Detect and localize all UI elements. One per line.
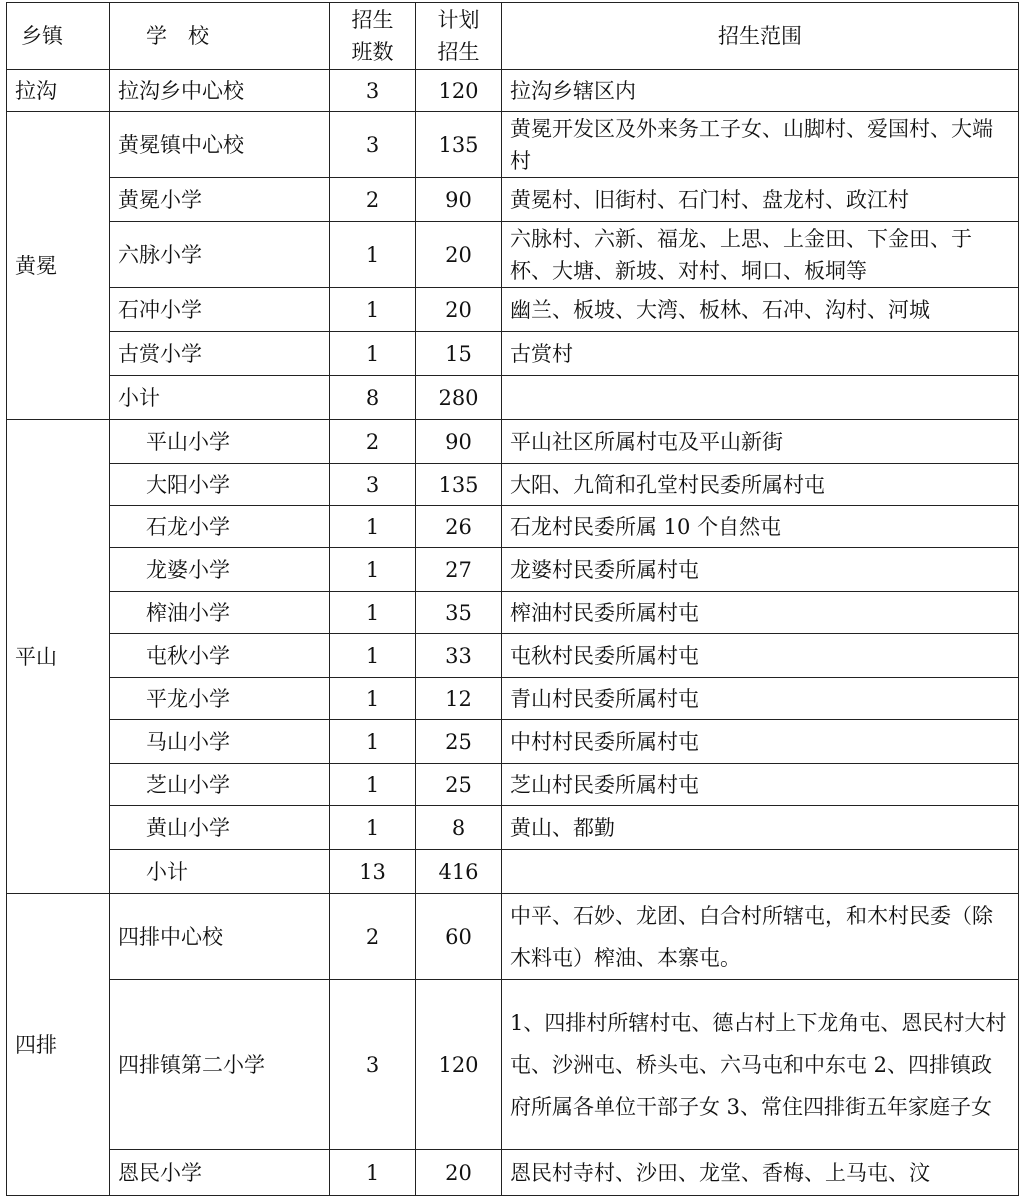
subtotal-row bbox=[7, 376, 1019, 420]
planned-enrollment: 20 bbox=[416, 1150, 502, 1196]
town-cell: 四排 bbox=[7, 894, 110, 1196]
table-row bbox=[7, 634, 1019, 678]
school-name: 芝山小学 bbox=[110, 764, 330, 806]
town-cell: 平山 bbox=[7, 420, 110, 894]
class-count: 1 bbox=[330, 592, 416, 634]
table-row bbox=[7, 1150, 1019, 1196]
planned-enrollment: 35 bbox=[416, 592, 502, 634]
enrollment-range: 六脉村、六新、福龙、上思、上金田、下金田、于杯、大塘、新坡、对村、垌口、板垌等 bbox=[502, 222, 1019, 288]
school-name: 马山小学 bbox=[110, 720, 330, 764]
enrollment-range: 黄山、都勤 bbox=[502, 806, 1019, 850]
school-name: 黄冕镇中心校 bbox=[110, 112, 330, 178]
class-count: 2 bbox=[330, 178, 416, 222]
class-count: 1 bbox=[330, 332, 416, 376]
enrollment-range: 中村村民委所属村屯 bbox=[502, 720, 1019, 764]
class-count: 1 bbox=[330, 288, 416, 332]
planned-enrollment: 27 bbox=[416, 548, 502, 592]
enrollment-range: 青山村民委所属村屯 bbox=[502, 678, 1019, 720]
table-row bbox=[7, 764, 1019, 806]
table-body bbox=[7, 70, 1019, 1196]
header-school: 学 校 bbox=[110, 3, 330, 70]
header-planned: 计划 招生 bbox=[416, 3, 502, 70]
planned-enrollment: 20 bbox=[416, 288, 502, 332]
header-classes: 招生 班数 bbox=[330, 3, 416, 70]
table-row bbox=[7, 222, 1019, 288]
planned-enrollment: 20 bbox=[416, 222, 502, 288]
enrollment-range: 芝山村民委所属村屯 bbox=[502, 764, 1019, 806]
class-count: 2 bbox=[330, 894, 416, 980]
table-row bbox=[7, 806, 1019, 850]
header-range: 招生范围 bbox=[502, 3, 1019, 70]
class-count: 3 bbox=[330, 980, 416, 1150]
header-town: 乡镇 bbox=[7, 3, 110, 70]
class-count: 2 bbox=[330, 420, 416, 464]
class-count: 1 bbox=[330, 678, 416, 720]
planned-enrollment: 280 bbox=[416, 376, 502, 420]
planned-enrollment: 15 bbox=[416, 332, 502, 376]
table-row bbox=[7, 720, 1019, 764]
school-name: 六脉小学 bbox=[110, 222, 330, 288]
school-name: 平龙小学 bbox=[110, 678, 330, 720]
planned-enrollment: 416 bbox=[416, 850, 502, 894]
planned-enrollment: 120 bbox=[416, 980, 502, 1150]
school-name: 龙婆小学 bbox=[110, 548, 330, 592]
enrollment-range: 大阳、九简和孔堂村民委所属村屯 bbox=[502, 464, 1019, 506]
subtotal-label: 小计 bbox=[110, 850, 330, 894]
school-name: 古赏小学 bbox=[110, 332, 330, 376]
subtotal-row bbox=[7, 850, 1019, 894]
table-row bbox=[7, 548, 1019, 592]
class-count: 1 bbox=[330, 806, 416, 850]
town-cell: 拉沟 bbox=[7, 70, 110, 112]
class-count: 1 bbox=[330, 506, 416, 548]
enrollment-range: 石龙村民委所属 10 个自然屯 bbox=[502, 506, 1019, 548]
school-name: 大阳小学 bbox=[110, 464, 330, 506]
table-row bbox=[7, 112, 1019, 178]
enrollment-range: 幽兰、板坡、大湾、板林、石冲、沟村、河城 bbox=[502, 288, 1019, 332]
planned-enrollment: 135 bbox=[416, 464, 502, 506]
table-row bbox=[7, 592, 1019, 634]
planned-enrollment: 120 bbox=[416, 70, 502, 112]
class-count: 1 bbox=[330, 222, 416, 288]
class-count: 1 bbox=[330, 548, 416, 592]
planned-enrollment: 25 bbox=[416, 764, 502, 806]
school-name: 石冲小学 bbox=[110, 288, 330, 332]
school-name: 榨油小学 bbox=[110, 592, 330, 634]
table-row bbox=[7, 178, 1019, 222]
planned-enrollment: 26 bbox=[416, 506, 502, 548]
enrollment-range: 平山社区所属村屯及平山新街 bbox=[502, 420, 1019, 464]
subtotal-label: 小计 bbox=[110, 376, 330, 420]
table-header-row bbox=[7, 3, 1019, 70]
enrollment-range: 恩民村寺村、沙田、龙堂、香梅、上马屯、汶 bbox=[502, 1150, 1019, 1196]
enrollment-range: 龙婆村民委所属村屯 bbox=[502, 548, 1019, 592]
planned-enrollment: 33 bbox=[416, 634, 502, 678]
class-count: 1 bbox=[330, 764, 416, 806]
enrollment-range: 1、四排村所辖村屯、德占村上下龙角屯、恩民村大村屯、沙洲屯、桥头屯、六马屯和中东屯 2、四排镇政府所属各单位干部子女 3、常住四排街五年家庭子女 bbox=[502, 980, 1019, 1150]
enrollment-range: 屯秋村民委所属村屯 bbox=[502, 634, 1019, 678]
school-name: 拉沟乡中心校 bbox=[110, 70, 330, 112]
table-row bbox=[7, 288, 1019, 332]
planned-enrollment: 8 bbox=[416, 806, 502, 850]
school-name: 石龙小学 bbox=[110, 506, 330, 548]
class-count: 3 bbox=[330, 112, 416, 178]
school-name: 屯秋小学 bbox=[110, 634, 330, 678]
enrollment-range bbox=[502, 850, 1019, 894]
class-count: 1 bbox=[330, 1150, 416, 1196]
table-row bbox=[7, 332, 1019, 376]
school-name: 恩民小学 bbox=[110, 1150, 330, 1196]
school-name: 四排镇第二小学 bbox=[110, 980, 330, 1150]
class-count: 3 bbox=[330, 464, 416, 506]
planned-enrollment: 60 bbox=[416, 894, 502, 980]
planned-enrollment: 12 bbox=[416, 678, 502, 720]
table-row bbox=[7, 464, 1019, 506]
enrollment-range bbox=[502, 376, 1019, 420]
enrollment-table bbox=[6, 2, 1019, 1196]
class-count: 8 bbox=[330, 376, 416, 420]
planned-enrollment: 135 bbox=[416, 112, 502, 178]
enrollment-range: 拉沟乡辖区内 bbox=[502, 70, 1019, 112]
planned-enrollment: 90 bbox=[416, 178, 502, 222]
class-count: 1 bbox=[330, 634, 416, 678]
table-row bbox=[7, 894, 1019, 980]
enrollment-range: 古赏村 bbox=[502, 332, 1019, 376]
school-name: 黄山小学 bbox=[110, 806, 330, 850]
enrollment-range: 黄冕开发区及外来务工子女、山脚村、爱国村、大端村 bbox=[502, 112, 1019, 178]
table-row bbox=[7, 980, 1019, 1150]
table-row bbox=[7, 70, 1019, 112]
enrollment-range: 榨油村民委所属村屯 bbox=[502, 592, 1019, 634]
planned-enrollment: 90 bbox=[416, 420, 502, 464]
school-name: 四排中心校 bbox=[110, 894, 330, 980]
school-name: 平山小学 bbox=[110, 420, 330, 464]
table-row bbox=[7, 678, 1019, 720]
table-row bbox=[7, 420, 1019, 464]
table-row bbox=[7, 506, 1019, 548]
planned-enrollment: 25 bbox=[416, 720, 502, 764]
class-count: 1 bbox=[330, 720, 416, 764]
enrollment-range: 中平、石妙、龙团、白合村所辖屯，和木村民委（除木料屯）榨油、本寨屯。 bbox=[502, 894, 1019, 980]
enrollment-range: 黄冕村、旧街村、石门村、盘龙村、政江村 bbox=[502, 178, 1019, 222]
school-name: 黄冕小学 bbox=[110, 178, 330, 222]
town-cell: 黄冕 bbox=[7, 112, 110, 420]
class-count: 13 bbox=[330, 850, 416, 894]
class-count: 3 bbox=[330, 70, 416, 112]
